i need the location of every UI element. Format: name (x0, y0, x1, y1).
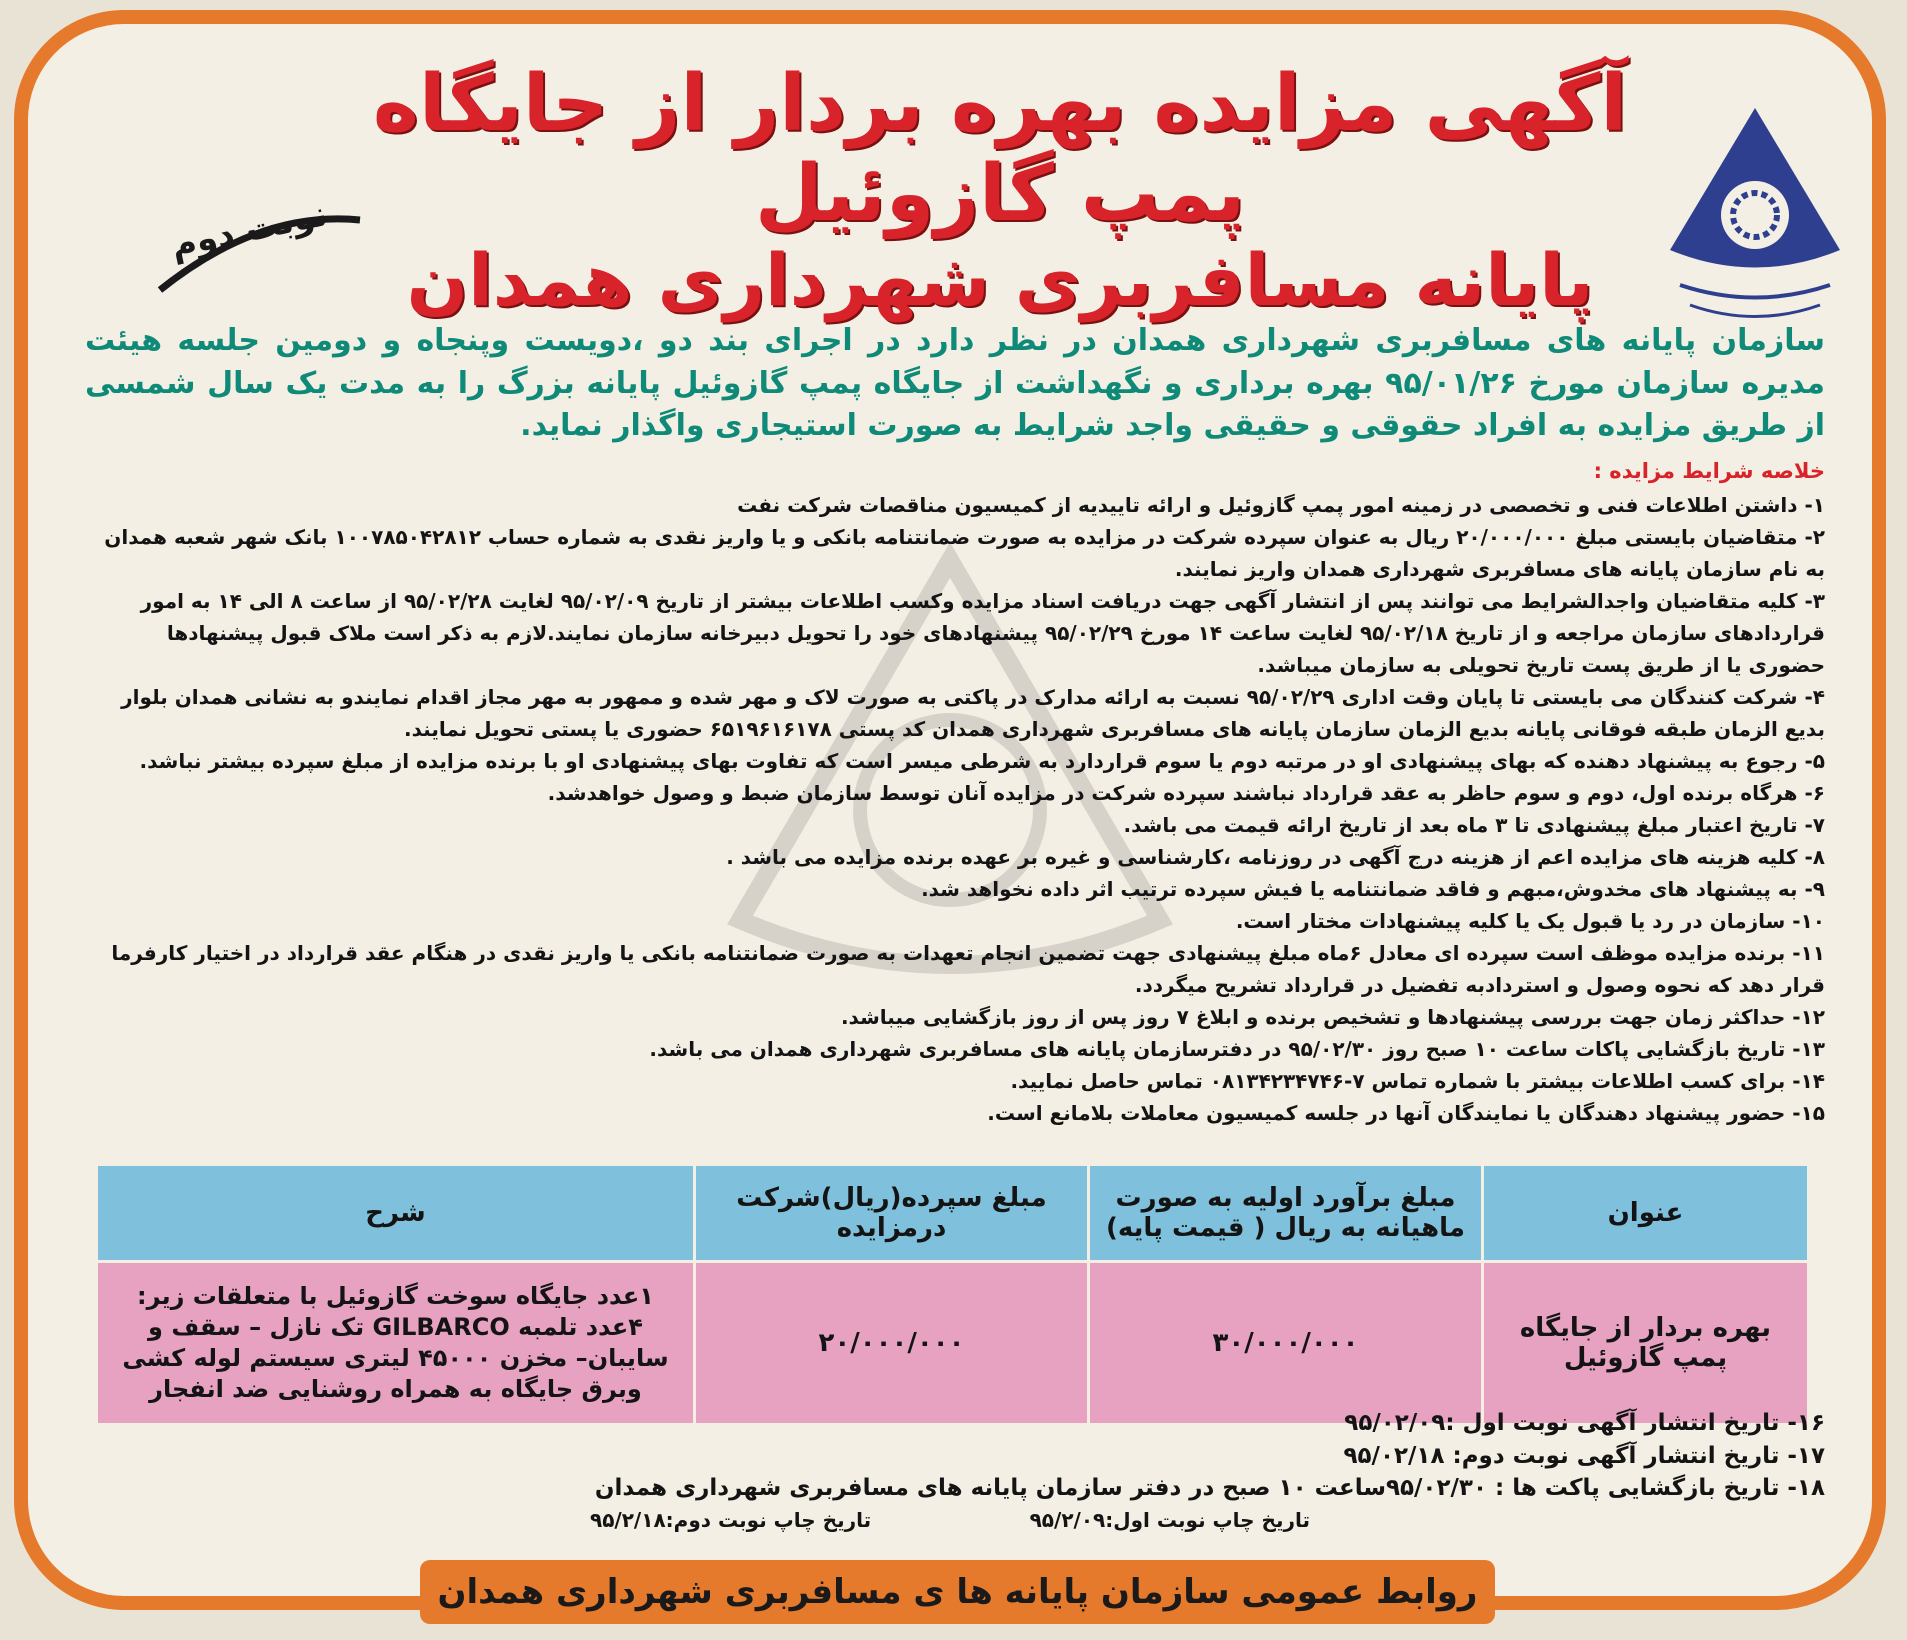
condition-item: ۳- کلیه متقاضیان واجدالشرایط می توانند پس از انتشار آگهی جهت دریافت اسناد مزایده وکسب اطلاعات بیشتر از تاریخ ۹۵/۰۲/۰۹ لغایت ۹۵/۰۲/۲۸ از ساعت ۸ الی ۱۴ به امور قراردادهای سازمان مراجعه و از تاریخ ۹۵/۰۲/۱۸ لغایت ساعت ۱۴ مورخ ۹۵/۰۲/۲۹ پیشنهادهای خود را تحویل دبیرخانه سازمان نمایند.لازم به ذکر است ملاک قبول پیشنهادها حضوری یا از طریق پست تاریخ تحویلی به سازمان میباشد. (140, 588, 1825, 677)
intro-paragraph: سازمان پایانه های مسافربری شهرداری همدان در نظر دارد در اجرای بند دو ،دویست وپنجاه و دومین جلسه هیئت مدیره سازمان مورخ ۹۵/۰۱/۲۶ بهره برداری و نگهداشت از جایگاه پمپ گازوئیل پایانه بزرگ را به مدت یک سال شمسی از طریق مزایده به افراد حقوقی و حقیقی واجد شرایط به صورت استیجاری واگذار نماید. (85, 323, 1825, 444)
condition-item: ۱۳- تاریخ بازگشایی پاکات ساعت ۱۰ صبح روز ۹۵/۰۲/۳۰ در دفترسازمان پایانه های مسافربری شهرداری همدان می باشد. (649, 1036, 1825, 1061)
print-date-second: تاریخ چاپ نوبت دوم:۹۵/۲/۱۸ (590, 1508, 872, 1532)
opening-date: ۱۸- تاریخ بازگشایی پاکت ها : ۹۵/۰۲/۳۰ساعت ۱۰ صبح در دفتر سازمان پایانه های مسافربری شهرداری همدان (594, 1475, 1825, 1502)
footer-banner: روابط عمومی سازمان پایانه ها ی مسافربری شهرداری همدان (420, 1560, 1495, 1624)
stamp-text: نوبت دوم (167, 193, 331, 267)
header-description: شرح (98, 1166, 693, 1260)
condition-item: ۸- کلیه هزینه های مزایده اعم از هزینه درج آگهی در روزنامه ،کارشناسی و غیره بر عهده برنده مزایده می باشد . (726, 844, 1825, 869)
table-header-row (98, 1166, 1807, 1260)
condition-item: ۲- متقاضیان بایستی مبلغ ۲۰/۰۰۰/۰۰۰ ریال به عنوان سپرده شرکت در مزایده به صورت ضمانتنامه بانکی و یا واریز نقدی به شماره حساب ۱۰۰۷۸۵۰۴۲۸۱۲ بانک شهر شعبه همدان به نام سازمان پایانه های مسافربری شهرداری همدان واریز نمایند. (104, 524, 1825, 581)
condition-item: ۱۱- برنده مزایده موظف است سپرده ای معادل ۶ماه مبلغ پیشنهادی جهت تضمین انجام تعهدات به صورت ضمانتنامه بانکی یا واریز نقدی در هنگام عقد قرارداد در اختیار کارفرما قرار دهد که نحوه وصول و استردادبه تفضیل در قرارداد تشریح میگردد. (111, 940, 1825, 997)
second-publication-date: ۱۷- تاریخ انتشار آگهی نوبت دوم: ۹۵/۰۲/۱۸ (1343, 1442, 1825, 1469)
municipality-logo-icon (1660, 100, 1850, 330)
cell-title: بهره بردار از جایگاه پمپ گازوئیل (1484, 1263, 1807, 1423)
table-row (98, 1263, 1807, 1423)
ad-header (60, 59, 1860, 323)
header-base-price: مبلغ برآورد اولیه به صورت ماهیانه به ریال ( قیمت پایه) (1090, 1166, 1481, 1260)
cell-deposit: ۲۰/۰۰۰/۰۰۰ (696, 1263, 1087, 1423)
first-publication-date: ۱۶- تاریخ انتشار آگهی نوبت اول :۹۵/۰۲/۰۹ (1344, 1410, 1825, 1436)
condition-item: ۱۵- حضور پیشنهاد دهندگان یا نمایندگان آنها در جلسه کمیسیون معاملات بلامانع است. (987, 1100, 1825, 1125)
cell-base-price: ۳۰/۰۰۰/۰۰۰ (1090, 1263, 1481, 1423)
condition-item: ۵- رجوع به پیشنهاد دهنده که بهای پیشنهادی او در مرتبه دوم یا سوم قراردارد به شرطی میسر است که تفاوت بهای پیشنهادی او با برنده مزایده از مبلغ سپرده بیشتر نباشد. (139, 748, 1825, 773)
condition-item: ۱۴- برای کسب اطلاعات بیشتر با شماره تماس ۷-۰۸۱۳۴۲۳۴۷۴۶ تماس حاصل نمایید. (1010, 1068, 1825, 1093)
title-line-2: پایانه مسافربری شهرداری همدان (406, 238, 1594, 323)
header-deposit: مبلغ سپرده(ریال)شرکت درمزایده (696, 1166, 1087, 1260)
print-date-first: تاریخ چاپ نوبت اول:۹۵/۲/۰۹ (1029, 1508, 1310, 1532)
condition-item: ۷- تاریخ اعتبار مبلغ پیشنهادی تا ۳ ماه بعد از تاریخ ارائه قیمت می باشد. (1123, 812, 1825, 837)
condition-item: ۶- هرگاه برنده اول، دوم و سوم حاظر به عقد قرارداد نباشند سپرده شرکت در مزایده آنان توسط سازمان ضبط و وصول خواهدشد. (547, 780, 1825, 805)
condition-item: ۴- شرکت کنندگان می بایستی تا پایان وقت اداری ۹۵/۰۲/۲۹ نسبت به ارائه مدارک در پاکتی به صورت لاک و مهر شده و ممهور به مهر مجاز اقدام نمایندو به نشانی همدان بلوار بدیع الزمان طبقه فوقانی پایانه بدیع الزمان سازمان پایانه های مسافربری شهرداری همدان کد پستی ۶۵۱۹۶۱۶۱۷۸ حضوری یا پستی تحویل نمایند. (121, 684, 1825, 741)
print-dates (590, 1508, 1310, 1532)
title-line-1: آگهی مزایده بهره بردار از جایگاه پمپ گازوئیل (372, 59, 1628, 239)
condition-item: ۱۲- حداکثر زمان جهت بررسی پیشنهادها و تشخیص برنده و ابلاغ ۷ روز پس از روز بازگشایی میباشد. (840, 1004, 1825, 1029)
cell-description: ۱عدد جایگاه سوخت گازوئیل با متعلقات زیر: ۴عدد تلمبه GILBARCO تک نازل – سقف و سایبان– مخزن ۴۵۰۰۰ لیتری سیستم لوله کشی وبرق جایگاه به همراه روشنایی ضد انفجار (98, 1263, 693, 1423)
conditions-heading: خلاصه شرایط مزایده : (1593, 459, 1825, 483)
condition-item: ۱۰- سازمان در رد یا قبول یک یا کلیه پیشنهادات مختار است. (1235, 908, 1825, 933)
dates-section (95, 1407, 1825, 1505)
ad-title (360, 60, 1640, 322)
conditions-list (95, 455, 1825, 1129)
condition-item: ۱- داشتن اطلاعات فنی و تخصصی در زمینه امور پمپ گازوئیل و ارائه تاییدیه از کمیسیون مناقصات شرکت نفت (737, 492, 1825, 517)
header-title: عنوان (1484, 1166, 1807, 1260)
second-round-stamp (130, 180, 390, 300)
auction-table (95, 1163, 1810, 1426)
condition-item: ۹- به پیشنهاد های مخدوش،مبهم و فاقد ضمانتنامه یا فیش سپرده ترتیب اثر داده نخواهد شد. (921, 876, 1825, 901)
